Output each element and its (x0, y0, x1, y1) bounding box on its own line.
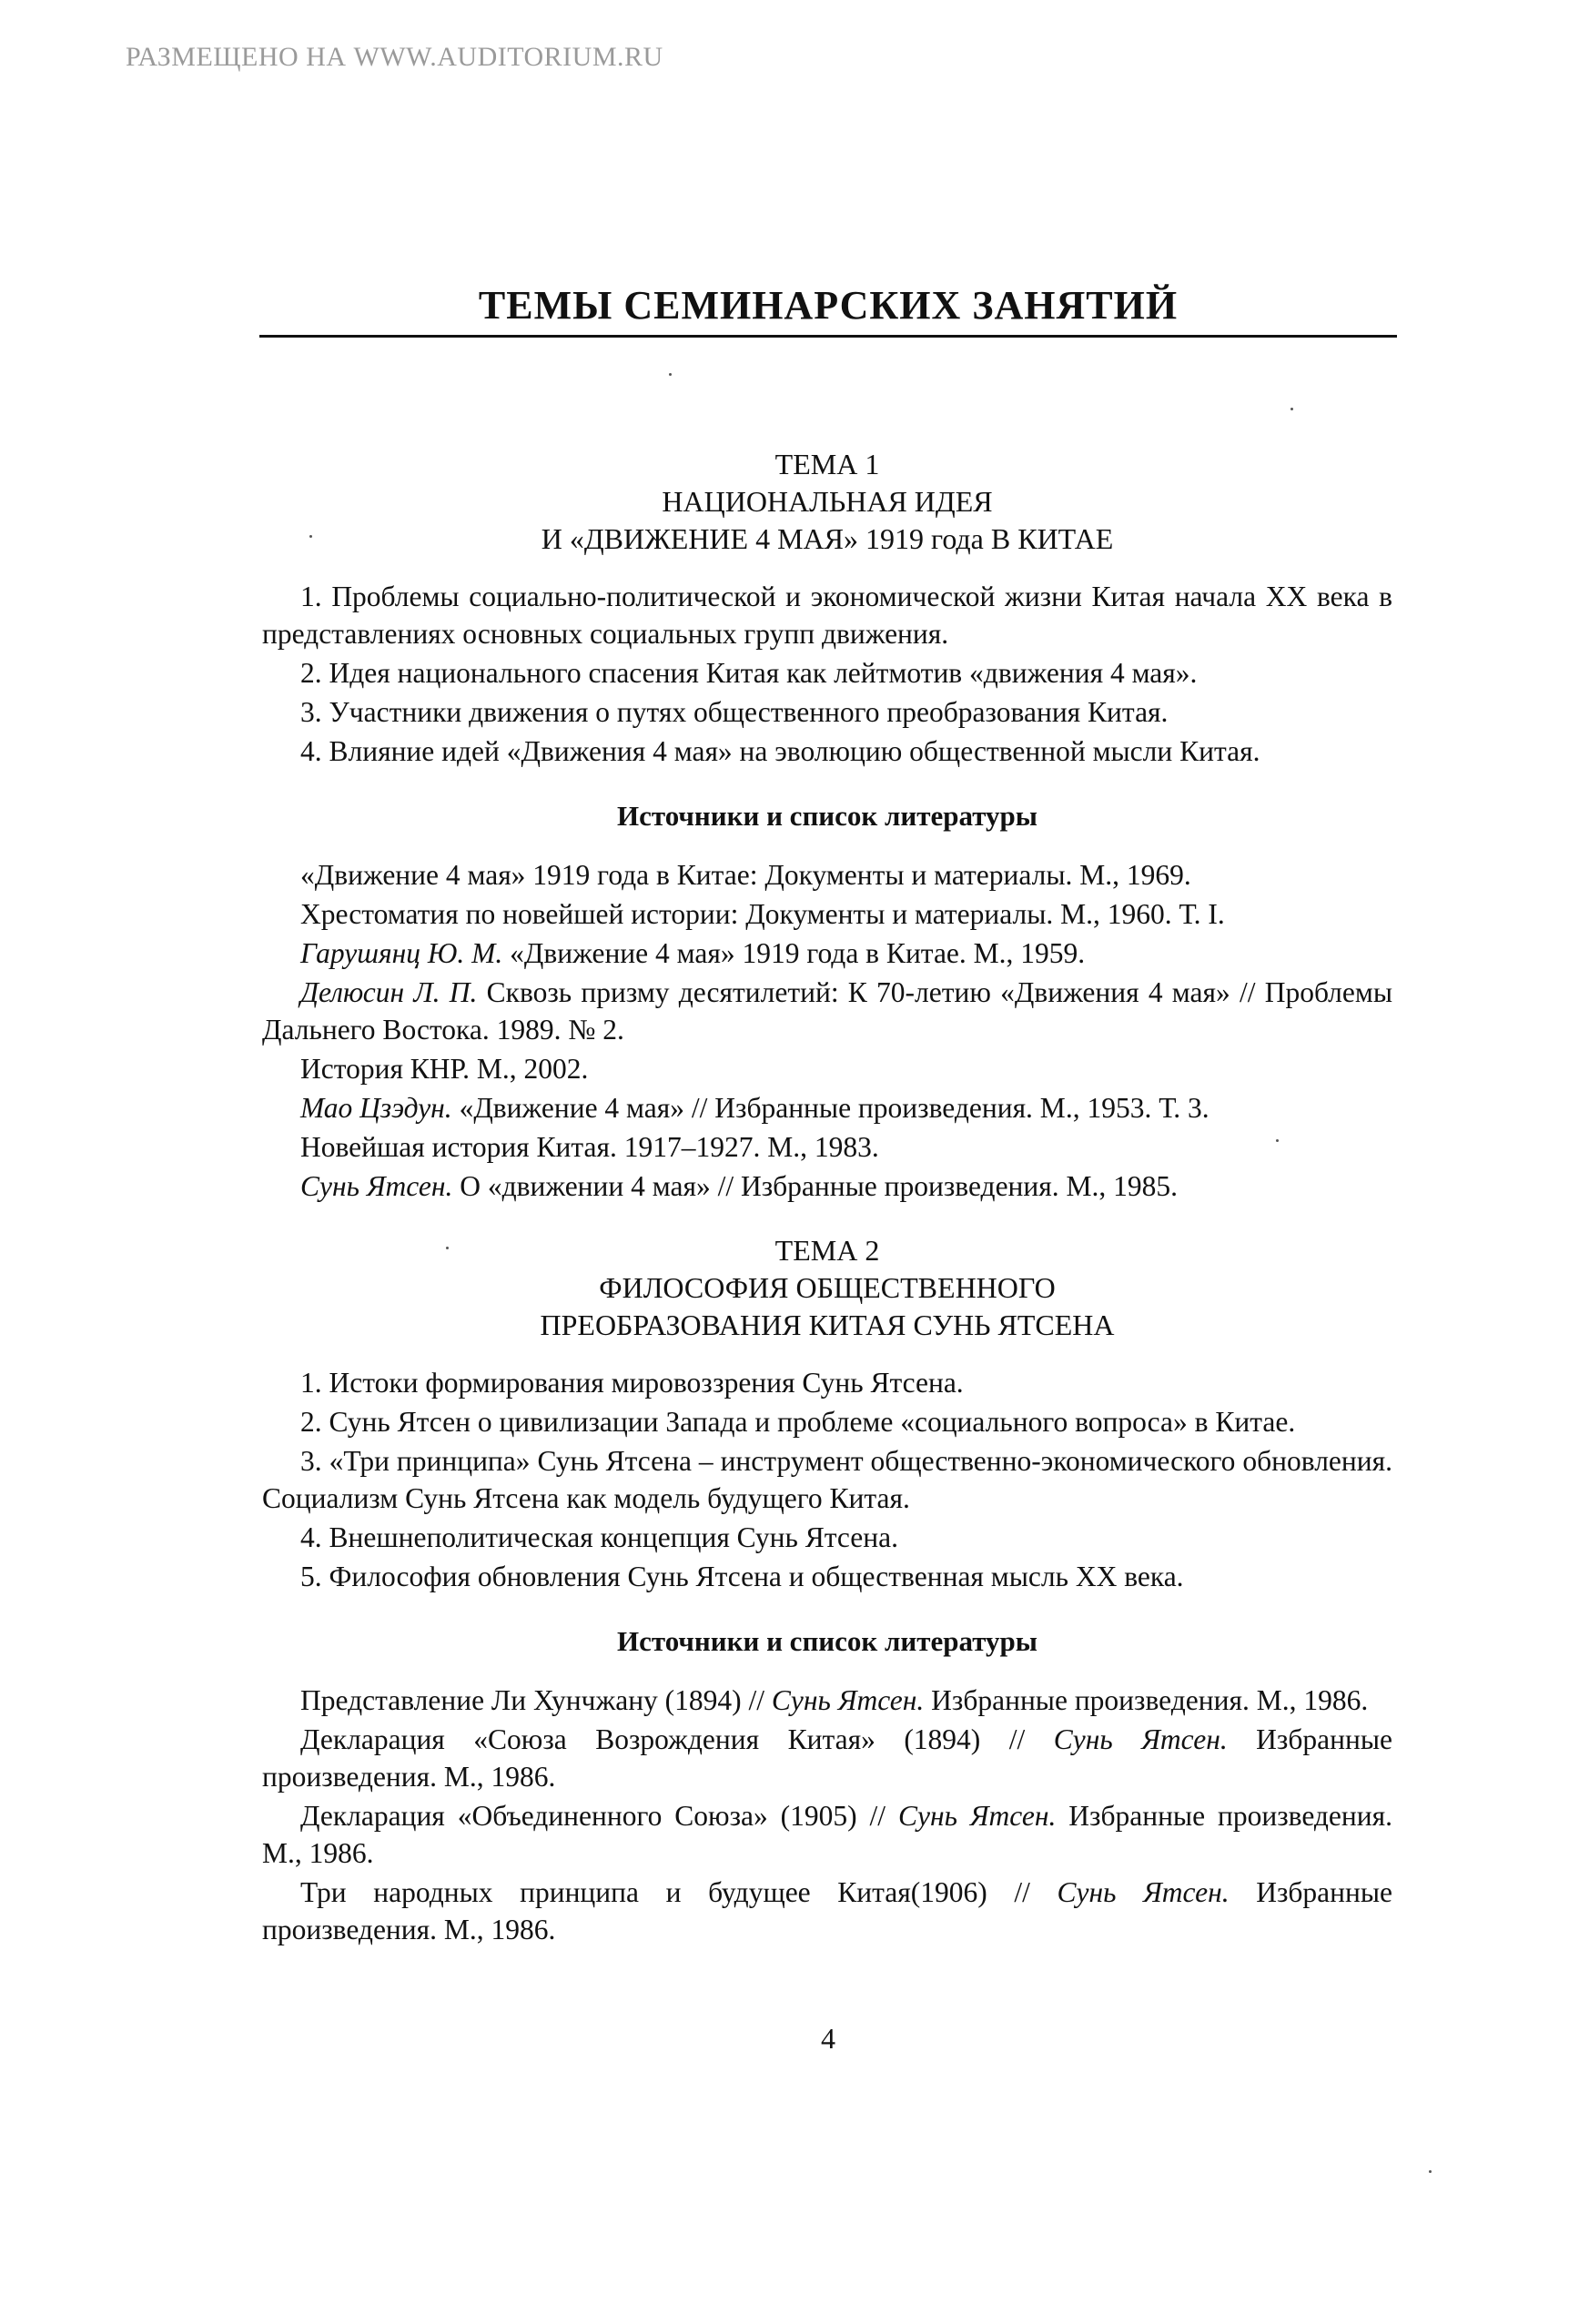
literature-heading: Источники и список литературы (617, 1625, 1037, 1657)
topic-2-questions (262, 1364, 1392, 1595)
literature-text: Хрестоматия по новейшей истории: Документы и материалы. М., 1960. Т. I. (300, 898, 1225, 930)
topic-2 (262, 1232, 1392, 1948)
scan-speck (1290, 408, 1293, 410)
scan-speck (446, 1247, 449, 1249)
page-title: ТЕМЫ СЕМИНАРСКИХ ЗАНЯТИЙ (478, 283, 1179, 328)
question-item: 2. Сунь Ятсен о цивилизации Запада и проблеме «социального вопроса» в Китае. (300, 1406, 1296, 1438)
scan-speck (309, 535, 312, 538)
topic-title-line-2: ПРЕОБРАЗОВАНИЯ КИТАЯ СУНЬ ЯТСЕНА (540, 1309, 1115, 1341)
page-number: 4 (821, 2022, 835, 2055)
literature-text: Три народных принципа и будущее Китая(1906) // (300, 1876, 1058, 1908)
literature-text: История КНР. М., 2002. (300, 1053, 589, 1085)
literature-item (262, 1089, 1392, 1127)
scan-speck (669, 373, 672, 376)
scan-speck (1429, 2170, 1432, 2173)
literature-text: Избранные произведения. М., 1986. (262, 1876, 1393, 1945)
literature-author: Сунь Ятсен. (1057, 1876, 1230, 1908)
literature-item (262, 856, 1392, 894)
literature-author: Сунь Ятсен. (300, 1170, 453, 1202)
literature-text: «Движение 4 мая» // Избранные произведения. М., 1953. Т. 3. (451, 1092, 1209, 1124)
question-item: 5. Философия обновления Сунь Ятсена и общественная мысль XX века. (300, 1561, 1184, 1592)
literature-text: Новейшая история Китая. 1917–1927. М., 1983. (300, 1131, 879, 1163)
literature-text: «Движение 4 мая» 1919 года в Китае. М., 1959. (502, 937, 1086, 969)
watermark-text: РАЗМЕЩЕНО НА WWW.AUDITORIUM.RU (126, 42, 663, 72)
literature-text: Сквозь призму десятилетий: К 70-летию «Движения 4 мая» // Проблемы Дальнего Востока. 1989. № 2. (262, 976, 1392, 1046)
question-item: 4. Внешнеполитическая концепция Сунь Ятсена. (300, 1521, 898, 1553)
literature-author: Гарушянц Ю. М. (300, 937, 503, 969)
topic-title-line-2: И «ДВИЖЕНИЕ 4 МАЯ» 1919 года В КИТАЕ (541, 522, 1114, 555)
literature-author: Делюсин Л. П. (300, 976, 478, 1008)
topic-1-heading (262, 446, 1392, 558)
literature-author: Сунь Ятсен. (771, 1684, 925, 1716)
literature-heading: Источники и список литературы (617, 800, 1037, 832)
literature-item (262, 935, 1392, 972)
topic-title-line-1: ФИЛОСОФИЯ ОБЩЕСТВЕННОГО (599, 1271, 1056, 1304)
topic-1-questions (262, 578, 1392, 770)
literature-text: Избранные произведения. М., 1986. (924, 1684, 1369, 1716)
literature-item (262, 1874, 1392, 1948)
question-item: 1. Проблемы социально-политической и экономической жизни Китая начала XX века в представлениях основных социальных групп движения. (262, 581, 1392, 650)
literature-item (262, 895, 1392, 933)
literature-item (262, 1797, 1392, 1872)
literature-author: Сунь Ятсен. (1053, 1723, 1228, 1755)
page-content (262, 446, 1392, 1950)
topic-label: ТЕМА 1 (774, 448, 880, 480)
question-item: 3. «Три принципа» Сунь Ятсена – инструмент общественно-экономического обновления. Социализм Сунь Ятсена как модель будущего Китая. (262, 1445, 1392, 1514)
literature-text: Декларация «Объединенного Союза» (1905) // (300, 1800, 898, 1832)
literature-item (262, 1050, 1392, 1087)
literature-item (262, 1721, 1392, 1795)
literature-item (262, 1167, 1392, 1205)
literature-author: Сунь Ятсен. (897, 1800, 1057, 1832)
topic-1-literature (262, 856, 1392, 1205)
literature-text: Представление Ли Хунчжану (1894) // (300, 1684, 772, 1716)
topic-title-line-1: НАЦИОНАЛЬНАЯ ИДЕЯ (662, 485, 993, 518)
literature-item (262, 974, 1392, 1048)
literature-text: Декларация «Союза Возрождения Китая» (1894) // (300, 1723, 1054, 1755)
literature-text: «Движение 4 мая» 1919 года в Китае: Документы и материалы. М., 1969. (300, 859, 1191, 891)
question-item: 1. Истоки формирования мировоззрения Сунь Ятсена. (300, 1367, 964, 1399)
question-item: 2. Идея национального спасения Китая как лейтмотив «движения 4 мая». (300, 657, 1198, 689)
question-item: 3. Участники движения о путях общественного преобразования Китая. (300, 696, 1169, 728)
literature-text: О «движении 4 мая» // Избранные произведения. М., 1985. (452, 1170, 1179, 1202)
topic-2-literature (262, 1682, 1392, 1948)
topic-2-heading (262, 1232, 1392, 1344)
topic-1 (262, 446, 1392, 1205)
literature-text: Избранные произведения. М., 1986. (262, 1723, 1392, 1793)
literature-item (262, 1128, 1392, 1166)
literature-text: Избранные произведения. М., 1986. (262, 1800, 1392, 1869)
question-item: 4. Влияние идей «Движения 4 мая» на эволюцию общественной мысли Китая. (300, 735, 1260, 767)
literature-author: Мао Цзэдун. (300, 1092, 452, 1124)
scan-speck (1276, 1139, 1279, 1142)
topic-label: ТЕМА 2 (774, 1234, 880, 1267)
literature-item (262, 1682, 1392, 1719)
title-underline (259, 335, 1397, 338)
